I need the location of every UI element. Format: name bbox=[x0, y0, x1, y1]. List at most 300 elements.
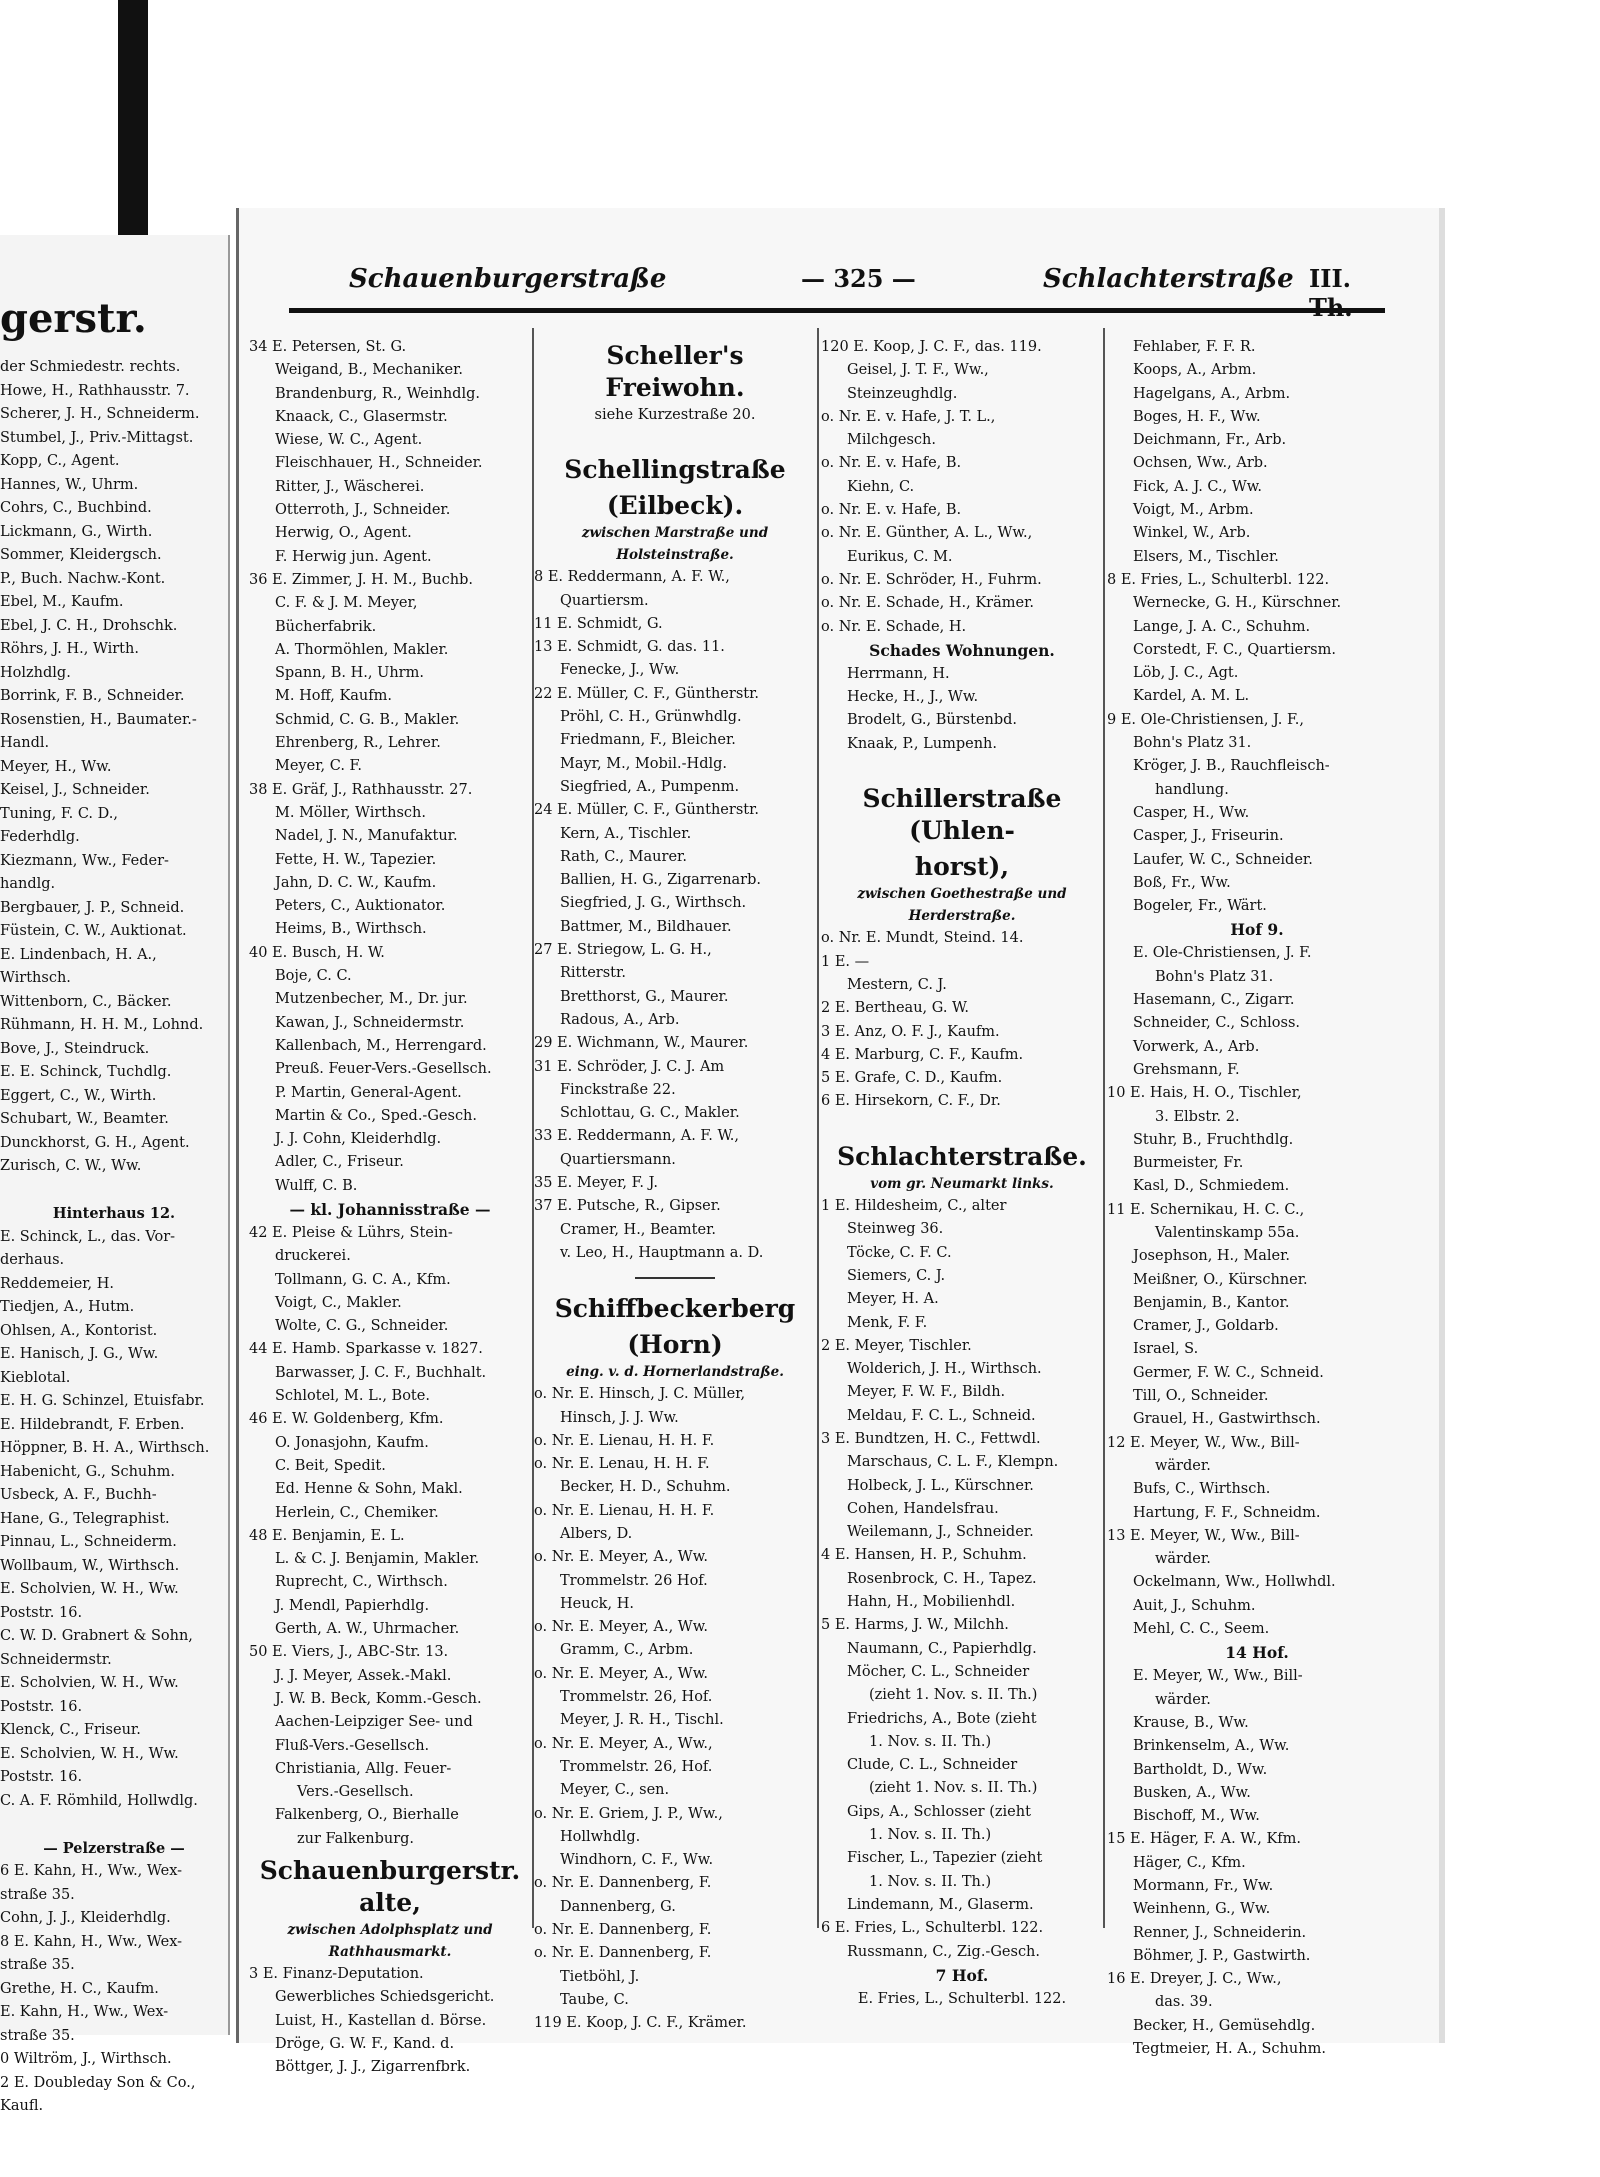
left-entry: P., Buch. Nachw.-Kont. bbox=[0, 570, 166, 587]
left-entry: Cohn, J. J., Kleiderhdlg. bbox=[0, 1910, 171, 1926]
directory-entry: 31 E. Schröder, J. C. J. Am bbox=[534, 1058, 725, 1075]
directory-entry: Mehl, C. C., Seem. bbox=[1133, 1621, 1270, 1638]
directory-entry: Burmeister, Fr. bbox=[1133, 1155, 1244, 1172]
directory-entry: C. F. & J. M. Meyer, bbox=[275, 595, 418, 612]
directory-entry: o. Nr. E. Schade, H. bbox=[821, 618, 967, 635]
directory-entry: C. Beit, Spedit. bbox=[275, 1457, 386, 1474]
left-entry: E. Scholvien, W. H., Ww. bbox=[0, 1581, 179, 1597]
directory-entry: 2 E. Bertheau, G. W. bbox=[821, 1000, 970, 1017]
cross-reference: siehe Kurzestraße 20. bbox=[594, 407, 756, 423]
left-entry: Usbeck, A. F., Buchh- bbox=[0, 1487, 157, 1503]
directory-entry: Bartholdt, D., Ww. bbox=[1133, 1761, 1268, 1778]
directory-entry: 16 E. Dreyer, J. C., Ww., bbox=[1107, 1971, 1282, 1988]
directory-entry: o. Nr. E. v. Hafe, B. bbox=[821, 455, 962, 472]
directory-entry: Krause, B., Ww. bbox=[1133, 1714, 1249, 1731]
directory-entry: Weinhenn, G., Ww. bbox=[1133, 1901, 1271, 1918]
directory-entry: Fischer, L., Tapezier (zieht bbox=[847, 1850, 1043, 1867]
spacer bbox=[534, 427, 816, 450]
directory-entry: Josephson, H., Maler. bbox=[1133, 1248, 1291, 1265]
left-entry: Handl. bbox=[0, 735, 50, 751]
directory-entry: 4 E. Hansen, H. P., Schuhm. bbox=[821, 1547, 1027, 1564]
directory-entry: Löb, J. C., Agt. bbox=[1133, 665, 1239, 682]
left-entry: straße 35. bbox=[0, 2027, 75, 2044]
left-entry: Rosenstien, H., Baumater.- bbox=[0, 711, 197, 728]
directory-entry: Bohn's Platz 31. bbox=[1155, 968, 1274, 985]
directory-entry: o. Nr. E. Meyer, A., Ww. bbox=[534, 1619, 708, 1636]
directory-entry: Christiania, Allg. Feuer- bbox=[275, 1760, 452, 1777]
directory-entry: Herwig, O., Agent. bbox=[275, 525, 412, 542]
left-entry: 2 E. Doubleday Son & Co., bbox=[0, 2074, 196, 2091]
column-3 bbox=[821, 336, 1103, 2007]
directory-entry: 29 E. Wichmann, W., Maurer. bbox=[534, 1035, 749, 1052]
directory-entry: Holbeck, J. L., Kürschner. bbox=[847, 1477, 1034, 1494]
directory-entry: Kern, A., Tischler. bbox=[560, 825, 692, 842]
directory-entry: o. Nr. E. Hinsch, J. C. Müller, bbox=[534, 1386, 746, 1403]
directory-entry: E. Meyer, W., Ww., Bill- bbox=[1133, 1668, 1303, 1685]
directory-entry: Knaak, P., Lumpenh. bbox=[847, 735, 997, 752]
directory-entry: Pröhl, C. H., Grünwhdlg. bbox=[560, 709, 742, 726]
directory-entry: 2 E. Meyer, Tischler. bbox=[821, 1337, 972, 1354]
directory-entry: Schlotel, M. L., Bote. bbox=[275, 1388, 430, 1405]
directory-entry: (zieht 1. Nov. s. II. Th.) bbox=[869, 1687, 1038, 1704]
left-entry bbox=[0, 1179, 228, 1203]
directory-entry: 38 E. Gräf, J., Rathhausstr. 27. bbox=[249, 781, 473, 798]
directory-entry: o. Nr. E. Schade, H., Krämer. bbox=[821, 595, 1035, 612]
directory-entry: P. Martin, General-Agent. bbox=[275, 1084, 462, 1101]
directory-entry: Aachen-Leipziger See- und bbox=[275, 1714, 473, 1731]
directory-entry: 48 E. Benjamin, E. L. bbox=[249, 1527, 405, 1544]
left-entry: E. Schinck, L., das. Vor- bbox=[0, 1228, 176, 1245]
left-entry: Höppner, B. H. A., Wirthsch. bbox=[0, 1440, 210, 1456]
directory-entry: Ehrenberg, R., Lehrer. bbox=[275, 735, 441, 752]
directory-entry: o. Nr. E. Schröder, H., Fuhrm. bbox=[821, 571, 1042, 588]
directory-entry: wärder. bbox=[1155, 1551, 1211, 1568]
directory-entry: o. Nr. E. Mundt, Steind. 14. bbox=[821, 930, 1024, 947]
directory-entry: Peters, C., Auktionator. bbox=[275, 898, 446, 915]
directory-entry: Renner, J., Schneiderin. bbox=[1133, 1924, 1307, 1941]
left-entry: Pinnau, L., Schneiderm. bbox=[0, 1534, 177, 1550]
directory-entry: Fleischhauer, H., Schneider. bbox=[275, 455, 483, 472]
street-subheading: zwischen Marstraße und bbox=[581, 525, 769, 542]
directory-entry: 6 E. Hirsekorn, C. F., Dr. bbox=[821, 1093, 1001, 1110]
directory-entry: J. W. B. Beck, Komm.-Gesch. bbox=[275, 1690, 482, 1707]
directory-entry: Wolte, C. G., Schneider. bbox=[275, 1318, 449, 1335]
directory-entry: Meyer, C. F. bbox=[275, 758, 362, 775]
directory-entry: Gips, A., Schlosser (zieht bbox=[847, 1803, 1031, 1820]
directory-entry: M. Möller, Wirthsch. bbox=[275, 804, 426, 821]
directory-entry: 11 E. Schmidt, G. bbox=[534, 615, 663, 632]
left-entry: E. Hildebrandt, F. Erben. bbox=[0, 1416, 185, 1433]
directory-entry: Mormann, Fr., Ww. bbox=[1133, 1878, 1274, 1894]
directory-entry: Clude, C. L., Schneider bbox=[847, 1757, 1018, 1774]
directory-entry: Hartung, F. F., Schneidm. bbox=[1133, 1504, 1321, 1521]
left-entry bbox=[0, 1813, 228, 1837]
column-divider bbox=[817, 328, 819, 1928]
left-entry: E. H. G. Schinzel, Etuisfabr. bbox=[0, 1393, 205, 1409]
directory-entry: Meißner, O., Kürschner. bbox=[1133, 1271, 1308, 1288]
directory-entry: Israel, S. bbox=[1133, 1341, 1199, 1358]
directory-entry: Weilemann, J., Schneider. bbox=[847, 1524, 1034, 1541]
directory-entry: Radous, A., Arb. bbox=[560, 1011, 680, 1028]
directory-entry: Geisel, J. T. F., Ww., bbox=[847, 362, 989, 379]
street-subheading: Rathhausmarkt. bbox=[328, 1944, 452, 1960]
directory-entry: Möcher, C. L., Schneider bbox=[847, 1663, 1030, 1680]
directory-entry: Grauel, H., Gastwirthsch. bbox=[1133, 1411, 1321, 1428]
directory-entry: 9 E. Ole-Christiensen, J. F., bbox=[1107, 711, 1304, 728]
courtyard-heading: — kl. Johannisstraße — bbox=[289, 1199, 491, 1219]
directory-entry: Kawan, J., Schneidermstr. bbox=[275, 1014, 465, 1031]
directory-entry: Spann, B. H., Uhrm. bbox=[275, 665, 424, 682]
directory-entry: Töcke, C. F. C. bbox=[847, 1244, 952, 1261]
left-entry: Sommer, Kleidergsch. bbox=[0, 547, 162, 563]
directory-entry: Bücherfabrik. bbox=[275, 618, 377, 635]
left-entry: E. Lindenbach, H. A., bbox=[0, 946, 157, 963]
directory-entry: Ritter, J., Wäscherei. bbox=[275, 478, 425, 495]
directory-entry: Siegfried, J. G., Wirthsch. bbox=[560, 895, 747, 912]
directory-entry: Bogeler, Fr., Wärt. bbox=[1133, 898, 1267, 915]
directory-entry: Friedrichs, A., Bote (zieht bbox=[847, 1710, 1037, 1727]
directory-entry: Knaack, C., Glasermstr. bbox=[275, 408, 448, 425]
directory-entry: Boges, H. F., Ww. bbox=[1133, 408, 1261, 425]
directory-entry: Lange, J. A. C., Schuhm. bbox=[1133, 618, 1311, 635]
left-entry: Grethe, H. C., Kaufm. bbox=[0, 1980, 159, 1997]
courtyard-heading: Schades Wohnungen. bbox=[869, 640, 1055, 660]
directory-entry: Vorwerk, A., Arb. bbox=[1133, 1038, 1260, 1055]
directory-entry: 1. Nov. s. II. Th.) bbox=[869, 1827, 992, 1844]
directory-entry: J. Mendl, Papierhdlg. bbox=[275, 1597, 430, 1614]
directory-entry: Trommelstr. 26, Hof. bbox=[560, 1758, 713, 1775]
left-entry: Poststr. 16. bbox=[0, 1769, 83, 1785]
left-entry: Schneidermstr. bbox=[0, 1651, 112, 1668]
left-entry: Hannes, W., Uhrm. bbox=[0, 476, 139, 493]
left-entry: Howe, H., Rathhausstr. 7. bbox=[0, 382, 190, 399]
directory-entry: 50 E. Viers, J., ABC-Str. 13. bbox=[249, 1644, 449, 1661]
directory-entry: Kardel, A. M. L. bbox=[1133, 688, 1250, 705]
directory-entry: Gerth, A. W., Uhrmacher. bbox=[275, 1621, 460, 1638]
street-heading: Schauenburgerstr. alte, bbox=[259, 1856, 521, 1917]
directory-entry: o. Nr. E. v. Hafe, J. T. L., bbox=[821, 408, 996, 425]
directory-entry: Dannenberg, G. bbox=[560, 1898, 676, 1915]
directory-entry: das. 39. bbox=[1155, 1994, 1213, 2011]
left-entry: Poststr. 16. bbox=[0, 1698, 83, 1715]
column-4 bbox=[1107, 336, 1407, 2058]
directory-entry: Schlottau, G. C., Makler. bbox=[560, 1105, 740, 1122]
street-subheading: eing. v. d. Hornerlandstraße. bbox=[566, 1364, 784, 1381]
directory-entry: 3 E. Finanz-Deputation. bbox=[249, 1966, 424, 1982]
directory-entry: Hahn, H., Mobilienhdl. bbox=[847, 1594, 1016, 1611]
left-entry: Lickmann, G., Wirth. bbox=[0, 523, 153, 540]
street-heading: Schlachterstraße. bbox=[837, 1142, 1087, 1172]
street-subheading: zwischen Adolphsplatz und bbox=[287, 1922, 493, 1938]
left-entry: handlg. bbox=[0, 876, 56, 892]
column-1 bbox=[249, 336, 531, 2076]
directory-entry: 5 E. Harms, J. W., Milchh. bbox=[821, 1617, 1009, 1634]
directory-entry: Tegtmeier, H. A., Schuhm. bbox=[1133, 2041, 1326, 2058]
directory-entry: 12 E. Meyer, W., Ww., Bill- bbox=[1107, 1434, 1300, 1451]
street-subheading: Holsteinstraße. bbox=[616, 547, 734, 564]
directory-entry: Tietböhl, J. bbox=[560, 1968, 640, 1985]
directory-entry: Ockelmann, Ww., Hollwhdl. bbox=[1133, 1574, 1336, 1591]
left-entry: 0 Wiltröm, J., Wirthsch. bbox=[0, 2051, 172, 2067]
left-entry: C. W. D. Grabnert & Sohn, bbox=[0, 1628, 193, 1644]
directory-entry: 22 E. Müller, C. F., Güntherstr. bbox=[534, 685, 760, 702]
directory-entry: Voigt, M., Arbm. bbox=[1133, 502, 1254, 519]
directory-entry: F. Herwig jun. Agent. bbox=[275, 548, 432, 565]
left-entry: Borrink, F. B., Schneider. bbox=[0, 688, 185, 704]
left-entry: Kieblotal. bbox=[0, 1369, 71, 1386]
directory-entry: Koops, A., Arbm. bbox=[1133, 362, 1257, 379]
directory-entry: Stuhr, B., Fruchthdlg. bbox=[1133, 1131, 1294, 1148]
left-entry: — Pelzerstraße — bbox=[43, 1839, 185, 1857]
directory-entry: Marschaus, C. L. F., Klempn. bbox=[847, 1454, 1059, 1471]
directory-entry: Casper, H., Ww. bbox=[1133, 804, 1250, 821]
directory-entry: 42 E. Pleise & Lührs, Stein- bbox=[249, 1224, 453, 1241]
directory-entry: Nadel, J. N., Manufaktur. bbox=[275, 828, 458, 845]
street-heading: Schiffbeckerberg bbox=[554, 1294, 796, 1324]
directory-entry: Böttger, J. J., Zigarrenfbrk. bbox=[275, 2059, 471, 2076]
directory-entry: Naumann, C., Papierhdlg. bbox=[847, 1640, 1037, 1657]
directory-entry: Mayr, M., Mobil.-Hdlg. bbox=[560, 755, 728, 772]
directory-entry: Bufs, C., Wirthsch. bbox=[1133, 1481, 1271, 1498]
directory-entry: o. Nr. E. Lienau, H. H. F. bbox=[534, 1432, 715, 1449]
directory-entry: o. Nr. E. Griem, J. P., Ww., bbox=[534, 1805, 723, 1822]
directory-entry: L. & C. J. Benjamin, Makler. bbox=[275, 1551, 480, 1568]
directory-entry: Luist, H., Kastellan d. Börse. bbox=[275, 2012, 487, 2029]
left-entry: E. E. Schinck, Tuchdlg. bbox=[0, 1064, 172, 1080]
directory-entry: Meyer, H. A. bbox=[847, 1291, 939, 1308]
directory-entry: 1 E. — bbox=[821, 953, 870, 970]
directory-entry: Auit, J., Schuhm. bbox=[1133, 1597, 1256, 1614]
left-entry: straße 35. bbox=[0, 1886, 75, 1903]
directory-entry: wärder. bbox=[1155, 1691, 1211, 1708]
directory-entry: 40 E. Busch, H. W. bbox=[249, 944, 385, 961]
directory-entry: 6 E. Fries, L., Schulterbl. 122. bbox=[821, 1920, 1044, 1937]
volume-label: III. bbox=[1309, 264, 1352, 293]
directory-entry: o. Nr. E. Meyer, A., Ww. bbox=[534, 1665, 708, 1682]
directory-entry: Hasemann, C., Zigarr. bbox=[1133, 992, 1295, 1009]
header-rule bbox=[289, 308, 1385, 313]
directory-entry: 10 E. Hais, H. O., Tischler, bbox=[1107, 1085, 1302, 1102]
directory-entry: Meyer, J. R. H., Tischl. bbox=[560, 1712, 724, 1729]
section-divider bbox=[635, 1277, 715, 1279]
directory-entry: Barwasser, J. C. F., Buchhalt. bbox=[275, 1364, 487, 1381]
directory-entry: Brodelt, G., Bürstenbd. bbox=[847, 712, 1018, 729]
directory-entry: o. Nr. E. Dannenberg, F. bbox=[534, 1922, 712, 1939]
directory-entry: Fette, H. W., Tapezier. bbox=[275, 851, 437, 868]
directory-entry: Kiehn, C. bbox=[847, 478, 915, 495]
directory-entry: Benjamin, B., Kantor. bbox=[1133, 1294, 1290, 1311]
directory-entry: Cramer, J., Goldarb. bbox=[1133, 1318, 1279, 1335]
left-entry: Schubart, W., Beamter. bbox=[0, 1111, 169, 1127]
directory-entry: Menk, F. F. bbox=[847, 1314, 928, 1331]
directory-entry: Bischoff, M., Ww. bbox=[1133, 1808, 1260, 1825]
directory-entry: Voigt, C., Makler. bbox=[275, 1294, 402, 1311]
column-divider bbox=[1103, 328, 1105, 1928]
left-entry: Wittenborn, C., Bäcker. bbox=[0, 993, 172, 1010]
directory-entry: Lindemann, M., Glaserm. bbox=[847, 1896, 1034, 1913]
left-entry: Ebel, J. C. H., Drohschk. bbox=[0, 617, 178, 634]
directory-entry: Fenecke, J., Ww. bbox=[560, 662, 680, 679]
courtyard-heading: Hof 9. bbox=[1230, 920, 1284, 940]
directory-entry: Trommelstr. 26 Hof. bbox=[560, 1572, 708, 1589]
left-entry: Tiedjen, A., Hutm. bbox=[0, 1299, 135, 1315]
directory-entry: Grehsmann, F. bbox=[1133, 1061, 1240, 1078]
directory-entry: o. Nr. E. v. Hafe, B. bbox=[821, 502, 962, 519]
directory-entry: Germer, F. W. C., Schneid. bbox=[1133, 1364, 1324, 1381]
directory-entry: Finckstraße 22. bbox=[560, 1081, 676, 1098]
column-2 bbox=[534, 336, 816, 2032]
directory-entry: Otterroth, J., Schneider. bbox=[275, 502, 451, 519]
directory-entry: 1. Nov. s. II. Th.) bbox=[869, 1873, 992, 1890]
directory-entry: Mestern, C. J. bbox=[847, 976, 947, 993]
directory-entry: Preuß. Feuer-Vers.-Gesellsch. bbox=[275, 1061, 492, 1078]
left-entry: Holzhdlg. bbox=[0, 664, 71, 681]
directory-entry: Rath, C., Maurer. bbox=[560, 848, 687, 865]
directory-entry: Vers.-Gesellsch. bbox=[297, 1784, 414, 1801]
directory-entry: 3 E. Anz, O. F. J., Kaufm. bbox=[821, 1023, 1000, 1040]
right-page bbox=[236, 208, 1439, 2076]
directory-entry: Laufer, W. C., Schneider. bbox=[1133, 851, 1313, 868]
spacer bbox=[821, 1114, 1103, 1137]
left-entry: Ebel, M., Kaufm. bbox=[0, 594, 124, 610]
directory-entry: 37 E. Putsche, R., Gipser. bbox=[534, 1198, 721, 1215]
street-subheading: Herderstraße. bbox=[908, 908, 1016, 925]
left-entry: Kaufl. bbox=[0, 2098, 44, 2114]
directory-entry: 1 E. Hildesheim, C., alter bbox=[821, 1198, 1007, 1215]
directory-entry: Rosenbrock, C. H., Tapez. bbox=[847, 1570, 1037, 1587]
directory-entry: Fehlaber, F. F. R. bbox=[1133, 339, 1256, 355]
left-entry: Hinterhaus 12. bbox=[52, 1205, 176, 1222]
left-entry: Kiezmann, Ww., Feder- bbox=[0, 852, 169, 869]
directory-entry: o. Nr. E. Lienau, H. H. F. bbox=[534, 1502, 715, 1519]
left-entry: Hane, G., Telegraphist. bbox=[0, 1510, 170, 1527]
directory-entry: Becker, H. D., Schuhm. bbox=[560, 1479, 731, 1496]
directory-entry: Kasl, D., Schmiedem. bbox=[1133, 1178, 1290, 1195]
left-entry: Stumbel, J., Priv.-Mittagst. bbox=[0, 429, 194, 446]
directory-entry: Winkel, W., Arb. bbox=[1133, 525, 1251, 542]
directory-entry: handlung. bbox=[1155, 781, 1229, 798]
left-entry: straße 35. bbox=[0, 1957, 75, 1973]
street-heading: Schellingstraße bbox=[564, 455, 786, 485]
directory-entry: Bretthorst, G., Maurer. bbox=[560, 988, 729, 1005]
directory-entry: Schmid, C. G. B., Makler. bbox=[275, 711, 460, 728]
directory-entry: 27 E. Striegow, L. G. H., bbox=[534, 942, 712, 959]
directory-entry: o. Nr. E. Dannenberg, F. bbox=[534, 1945, 712, 1962]
left-page-title: gerstr. bbox=[0, 295, 147, 342]
directory-entry: Milchgesch. bbox=[847, 432, 936, 449]
directory-entry: Elsers, M., Tischler. bbox=[1133, 548, 1279, 565]
directory-entry: Casper, J., Friseurin. bbox=[1133, 828, 1284, 845]
left-entry: Röhrs, J. H., Wirth. bbox=[0, 641, 139, 657]
directory-entry: Fluß-Vers.-Gesellsch. bbox=[275, 1737, 430, 1754]
directory-entry: o. Nr. E. Lenau, H. H. F. bbox=[534, 1456, 710, 1473]
directory-entry: Quartiersm. bbox=[560, 592, 649, 609]
directory-entry: 11 E. Schernikau, H. C. C., bbox=[1107, 1201, 1305, 1218]
directory-entry: 15 E. Häger, F. A. W., Kfm. bbox=[1107, 1831, 1302, 1848]
left-entry: 8 E. Kahn, H., Ww., Wex- bbox=[0, 1933, 183, 1950]
directory-entry: Corstedt, F. C., Quartiersm. bbox=[1133, 641, 1336, 658]
left-entry: Cohrs, C., Buchbind. bbox=[0, 500, 152, 516]
left-entry: Kopp, C., Agent. bbox=[0, 453, 120, 469]
directory-entry: Friedmann, F., Bleicher. bbox=[560, 732, 736, 749]
directory-entry: o. Nr. E. Günther, A. L., Ww., bbox=[821, 525, 1033, 542]
left-entry: der Schmiedestr. rechts. bbox=[0, 359, 181, 375]
directory-entry: Ruprecht, C., Wirthsch. bbox=[275, 1574, 448, 1591]
left-entry: Meyer, H., Ww. bbox=[0, 758, 112, 775]
directory-entry: Mutzenbecher, M., Dr. jur. bbox=[275, 991, 468, 1008]
left-entry: Scherer, J. H., Schneiderm. bbox=[0, 406, 200, 422]
left-entry: Poststr. 16. bbox=[0, 1604, 83, 1621]
directory-entry: 24 E. Müller, C. F., Güntherstr. bbox=[534, 802, 760, 819]
directory-entry: Wolderich, J. H., Wirthsch. bbox=[847, 1361, 1042, 1378]
directory-entry: Boß, Fr., Ww. bbox=[1133, 874, 1231, 891]
directory-entry: Ritterstr. bbox=[560, 965, 626, 982]
directory-entry: 5 E. Grafe, C. D., Kaufm. bbox=[821, 1070, 1003, 1087]
directory-entry: Fick, A. J. C., Ww. bbox=[1133, 478, 1263, 495]
directory-entry: Heuck, H. bbox=[560, 1595, 634, 1612]
directory-entry: Wiese, W. C., Agent. bbox=[275, 432, 423, 449]
directory-entry: Hinsch, J. J. Ww. bbox=[560, 1409, 679, 1426]
left-entry: Federhdlg. bbox=[0, 829, 80, 845]
directory-entry: 34 E. Petersen, St. G. bbox=[249, 339, 407, 355]
directory-entry: druckerei. bbox=[275, 1248, 351, 1265]
directory-entry: o. Nr. E. Meyer, A., Ww. bbox=[534, 1549, 708, 1566]
directory-entry: Kallenbach, M., Herrengard. bbox=[275, 1037, 487, 1054]
directory-entry: E. Ole-Christiensen, J. F. bbox=[1133, 945, 1312, 962]
directory-entry: Herrmann, H. bbox=[847, 665, 950, 682]
directory-entry: Brinkenselm, A., Ww. bbox=[1133, 1738, 1290, 1755]
left-page bbox=[0, 235, 230, 2114]
courtyard-heading: 14 Hof. bbox=[1225, 1643, 1289, 1663]
directory-entry: 36 E. Zimmer, J. H. M., Buchb. bbox=[249, 571, 473, 588]
left-page-lines bbox=[0, 356, 228, 2119]
directory-entry: Battmer, M., Bildhauer. bbox=[560, 918, 732, 935]
directory-entry: Tollmann, G. C. A., Kfm. bbox=[275, 1271, 451, 1288]
directory-entry: o. Nr. E. Dannenberg, F. bbox=[534, 1875, 712, 1892]
page-header bbox=[349, 264, 1379, 304]
directory-entry: Cramer, H., Beamter. bbox=[560, 1221, 717, 1238]
directory-entry: Falkenberg, O., Bierhalle bbox=[275, 1807, 459, 1824]
header-right-street: Schlachterstraße bbox=[1043, 264, 1294, 294]
directory-entry: Wernecke, G. H., Kürschner. bbox=[1133, 595, 1342, 612]
page-number: — 325 — bbox=[801, 264, 916, 293]
left-entry: Füstein, C. W., Auktionat. bbox=[0, 923, 187, 939]
street-heading: Scheller's Freiwohn. bbox=[605, 341, 745, 402]
left-entry: Ohlsen, A., Kontorist. bbox=[0, 1322, 158, 1339]
directory-entry: 8 E. Reddermann, A. F. W., bbox=[534, 569, 730, 586]
directory-entry: Brandenburg, R., Weinhdlg. bbox=[275, 385, 480, 402]
street-subheading: zwischen Goethestraße und bbox=[857, 886, 1067, 903]
left-entry: Bove, J., Steindruck. bbox=[0, 1040, 150, 1057]
directory-entry: Dröge, G. W. F., Kand. d. bbox=[275, 2035, 455, 2052]
directory-entry: Meyer, F. W. F., Bildh. bbox=[847, 1384, 1006, 1401]
directory-entry: Hollwhdlg. bbox=[560, 1828, 641, 1845]
directory-entry: Steinweg 36. bbox=[847, 1221, 944, 1238]
directory-entry: Kröger, J. B., Rauchfleisch- bbox=[1133, 758, 1330, 775]
left-entry: Klenck, C., Friseur. bbox=[0, 1722, 141, 1738]
directory-entry: Ed. Henne & Sohn, Makl. bbox=[275, 1481, 463, 1498]
left-entry: derhaus. bbox=[0, 1252, 65, 1268]
spacer bbox=[821, 756, 1103, 779]
left-entry: Wollbaum, W., Wirthsch. bbox=[0, 1557, 180, 1574]
directory-entry: J. J. Meyer, Assek.-Makl. bbox=[275, 1667, 452, 1684]
directory-entry: 13 E. Meyer, W., Ww., Bill- bbox=[1107, 1527, 1300, 1544]
directory-entry: Cohen, Handelsfrau. bbox=[847, 1500, 999, 1517]
directory-entry: 119 E. Koop, J. C. F., Krämer. bbox=[534, 2015, 747, 2032]
left-entry: C. A. F. Römhild, Hollwdlg. bbox=[0, 1792, 198, 1809]
directory-entry: Deichmann, Fr., Arb. bbox=[1133, 432, 1287, 449]
header-left-street: Schauenburgerstraße bbox=[349, 264, 667, 294]
